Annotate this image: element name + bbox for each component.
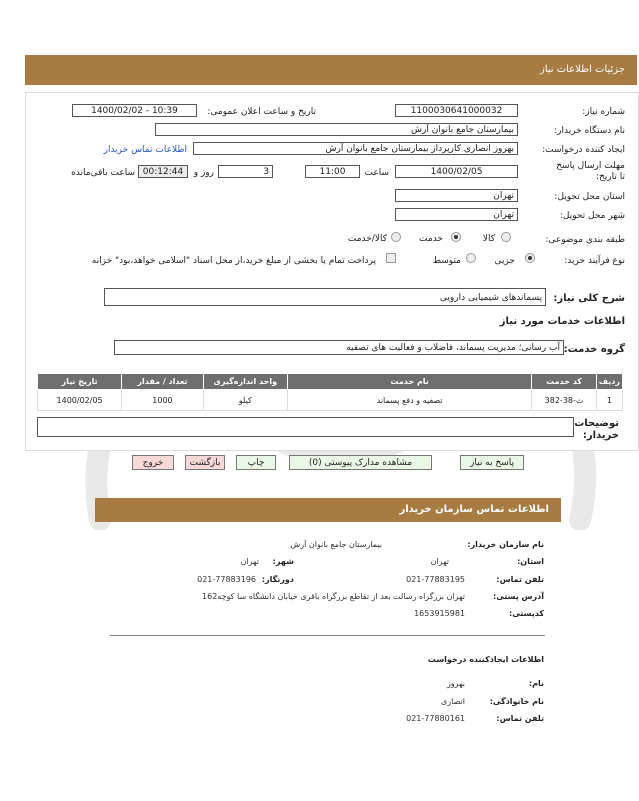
cell-service-name: تصفیه و دفع پسماند (287, 390, 532, 411)
contact-address: تهران بزرگراه رسالت بعد از تقاطع بزرگراه باقری خیابان دانشگاه سا کوچه162 (202, 592, 465, 601)
contact-province-label: استان: (517, 557, 544, 566)
print-button[interactable]: چاپ (236, 455, 276, 470)
divider (110, 635, 545, 636)
col-service-name: نام خدمت (287, 374, 532, 390)
creator-section-title: اطلاعات ایجادکننده درخواست (427, 655, 544, 664)
contact-phone-label: تلفن تماس: (496, 575, 544, 584)
header-tabs[interactable]: جزئیات اطلاعات نیاز (539, 64, 625, 75)
contact-section-header (95, 498, 561, 522)
cell-quantity: 1000 (122, 390, 204, 411)
buyer-contact-link[interactable]: اطلاعات تماس خریدار (103, 145, 187, 155)
creator-label: ایجاد کننده درخواست: (542, 145, 625, 155)
services-section-title: اطلاعات خدمات مورد نیاز (499, 316, 625, 327)
col-quantity: تعداد / مقدار (122, 374, 204, 390)
service-group-field: آب رسانی؛ مدیریت پسماند، فاضلاب و فعالیت های تصفیه (114, 340, 564, 355)
creator-phone: 021-77880161 (406, 714, 465, 723)
days-field: 3 (218, 165, 273, 178)
need-number-field: 1100030641000032 (395, 104, 518, 117)
creator-name: بهروز (446, 679, 465, 688)
creator-name-label: نام: (528, 679, 544, 688)
buyer-org-field: بیمارستان جامع بانوان آرش (155, 123, 518, 136)
table-header-row (38, 374, 623, 390)
announce-field: 1400/02/02 - 10:39 (72, 104, 197, 117)
province-field: تهران (395, 189, 518, 202)
announce-label: تاریخ و ساعت اعلان عمومی: (207, 107, 316, 117)
deadline-time-field: 11:00 (305, 165, 360, 178)
contact-section-title: اطلاعات تماس سازمان خریدار (399, 504, 549, 515)
contact-fax-label: دورنگار: (261, 575, 294, 584)
service-group-label: گروه خدمت: (563, 344, 625, 355)
remaining-time-field: 00:12:44 (138, 165, 188, 178)
contact-city-label: شهر: (272, 557, 294, 566)
contact-org-name: بیمارستان جامع بانوان آرش (290, 540, 382, 549)
services-table (37, 373, 623, 411)
category-goods-service-label: کالا/خدمت (347, 234, 387, 244)
contact-postal-code: 1653915981 (414, 609, 465, 618)
category-goods-service-radio[interactable] (391, 232, 401, 242)
col-service-code: کد خدمت (532, 374, 596, 390)
table-row (38, 390, 623, 411)
buyer-notes-label: توضیحات خریدار: (574, 418, 619, 441)
city-label: شهر محل تحویل: (559, 211, 625, 221)
cell-unit: کیلو (203, 390, 287, 411)
creator-phone-label: تلفن تماس: (496, 714, 544, 723)
need-number-label: شماره نیاز: (582, 107, 625, 117)
treasury-payment-checkbox[interactable] (386, 253, 396, 263)
process-medium-radio[interactable] (466, 253, 476, 263)
process-minor-label: جزیی (494, 256, 515, 266)
deadline-label: مهلت ارسال پاسخ تا تاریخ: (556, 161, 625, 182)
deadline-time-label: ساعت (364, 168, 389, 178)
category-label: طبقه بندی موضوعی: (545, 235, 625, 245)
contact-org-name-label: نام سازمان خریدار: (467, 540, 544, 549)
reply-button[interactable]: پاسخ به نیاز (460, 455, 524, 470)
view-attachments-button[interactable]: مشاهده مدارک پیوستی (0) (289, 455, 432, 470)
category-service-radio[interactable] (451, 232, 461, 242)
summary-label: شرح کلی نیاز: (553, 293, 625, 304)
contact-address-label: آدرس پستی: (493, 592, 544, 601)
creator-field: بهروز انصاری کارپرداز بیمارستان جامع بانوان آرش (193, 142, 518, 155)
col-need-date: تاریخ نیاز (38, 374, 122, 390)
category-goods-radio[interactable] (501, 232, 511, 242)
days-label: روز و (193, 168, 214, 178)
contact-fax: 021-77883196 (197, 575, 256, 584)
treasury-payment-note: پرداخت تمام یا بخشی از مبلغ خرید،از محل اسناد "اسلامی خواهد،بود" خزانه (91, 256, 376, 266)
process-minor-radio[interactable] (525, 253, 535, 263)
contact-phone: 021-77883195 (406, 575, 465, 584)
cell-row-number: 1 (596, 390, 622, 411)
cell-service-code: ث-38-382 (532, 390, 596, 411)
exit-button[interactable]: خروج (132, 455, 174, 470)
buyer-notes-field (37, 417, 574, 437)
deadline-date-field: 1400/02/05 (395, 165, 518, 178)
col-unit: واحد اندازه‌گیری (203, 374, 287, 390)
process-type-label: نوع فرآیند خرید: (564, 256, 625, 266)
category-service-label: خدمت (419, 234, 443, 244)
page-header-bar (25, 55, 637, 85)
creator-family: انصاری (441, 697, 465, 706)
process-medium-label: متوسط (432, 256, 461, 266)
category-goods-label: کالا (482, 234, 495, 244)
contact-province: تهران (430, 557, 449, 566)
province-label: استان محل تحویل: (554, 192, 625, 202)
summary-field: پسماندهای شیمیایی دارویی (104, 288, 546, 306)
contact-city: تهران (240, 557, 259, 566)
buyer-org-label: نام دستگاه خریدار: (554, 126, 625, 136)
city-field: تهران (395, 208, 518, 221)
back-button[interactable]: بازگشت (185, 455, 225, 470)
contact-postal-label: کدپستی: (509, 609, 544, 618)
creator-family-label: نام خانوادگی: (489, 697, 544, 706)
cell-need-date: 1400/02/05 (38, 390, 122, 411)
remaining-time-label: ساعت باقی‌مانده (71, 168, 135, 178)
col-row-number: ردیف (596, 374, 622, 390)
